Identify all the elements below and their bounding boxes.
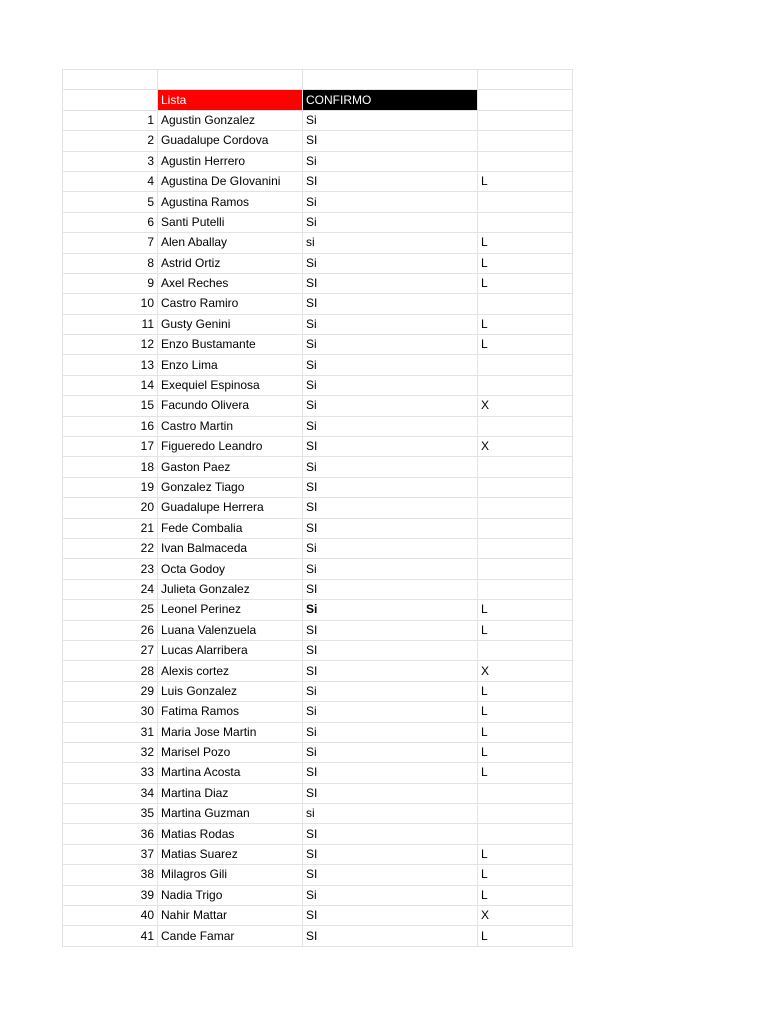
spreadsheet-table: [62, 69, 573, 947]
confirmo-cell[interactable]: Si: [303, 416, 478, 436]
mark-cell[interactable]: [478, 110, 573, 130]
row-number-cell[interactable]: 13: [63, 355, 158, 375]
row-number-cell[interactable]: 9: [63, 273, 158, 293]
row-number-cell[interactable]: 2: [63, 131, 158, 151]
row-number-cell[interactable]: 11: [63, 314, 158, 334]
mark-cell[interactable]: L: [478, 763, 573, 783]
row-number-cell[interactable]: 21: [63, 518, 158, 538]
confirmo-cell[interactable]: SI: [303, 926, 478, 946]
confirmo-cell[interactable]: Si: [303, 212, 478, 232]
confirmo-cell[interactable]: SI: [303, 294, 478, 314]
name-cell[interactable]: Agustina De GIovanini: [158, 171, 303, 191]
mark-cell[interactable]: [478, 294, 573, 314]
row-number-cell[interactable]: 14: [63, 375, 158, 395]
confirmo-cell[interactable]: SI: [303, 498, 478, 518]
name-cell[interactable]: Luis Gonzalez: [158, 681, 303, 701]
row-number-cell[interactable]: 15: [63, 396, 158, 416]
name-cell[interactable]: Agustin Gonzalez: [158, 110, 303, 130]
mark-cell[interactable]: [478, 538, 573, 558]
row-number-cell[interactable]: 31: [63, 722, 158, 742]
confirmo-cell[interactable]: SI: [303, 477, 478, 497]
confirmo-cell[interactable]: Si: [303, 681, 478, 701]
table-row: [63, 824, 573, 844]
mark-cell[interactable]: L: [478, 702, 573, 722]
mark-cell[interactable]: [478, 375, 573, 395]
mark-cell[interactable]: L: [478, 253, 573, 273]
name-cell[interactable]: Cande Famar: [158, 926, 303, 946]
name-cell[interactable]: Martina Guzman: [158, 804, 303, 824]
cell[interactable]: [63, 90, 158, 110]
table-row: [63, 763, 573, 783]
row-number-cell[interactable]: 25: [63, 600, 158, 620]
name-cell[interactable]: Martina Diaz: [158, 783, 303, 803]
confirmo-cell[interactable]: SI: [303, 640, 478, 660]
table-row: [63, 783, 573, 803]
cell[interactable]: [158, 70, 303, 90]
name-cell[interactable]: Alen Aballay: [158, 233, 303, 253]
table-row: [63, 906, 573, 926]
mark-cell[interactable]: [478, 640, 573, 660]
table-row: [63, 661, 573, 681]
name-cell[interactable]: Marisel Pozo: [158, 742, 303, 762]
name-cell[interactable]: Gusty Genini: [158, 314, 303, 334]
mark-cell[interactable]: L: [478, 600, 573, 620]
mark-cell[interactable]: [478, 151, 573, 171]
table-row: [63, 579, 573, 599]
row-number-cell[interactable]: 16: [63, 416, 158, 436]
mark-cell[interactable]: L: [478, 620, 573, 640]
row-number-cell[interactable]: 30: [63, 702, 158, 722]
mark-cell[interactable]: [478, 518, 573, 538]
table-row: [63, 335, 573, 355]
table-row: [63, 253, 573, 273]
name-cell[interactable]: Astrid Ortiz: [158, 253, 303, 273]
name-cell[interactable]: Gonzalez Tiago: [158, 477, 303, 497]
table-row: [63, 233, 573, 253]
mark-cell[interactable]: [478, 212, 573, 232]
row-number-cell[interactable]: 3: [63, 151, 158, 171]
confirmo-cell[interactable]: Si: [303, 600, 478, 620]
mark-cell[interactable]: L: [478, 314, 573, 334]
row-number-cell[interactable]: 7: [63, 233, 158, 253]
name-cell[interactable]: Enzo Lima: [158, 355, 303, 375]
confirmo-cell[interactable]: SI: [303, 171, 478, 191]
name-cell[interactable]: Castro Martin: [158, 416, 303, 436]
table-row: [63, 640, 573, 660]
name-cell[interactable]: Facundo Olivera: [158, 396, 303, 416]
row-number-cell[interactable]: 36: [63, 824, 158, 844]
table-row: [63, 375, 573, 395]
name-cell[interactable]: Octa Godoy: [158, 559, 303, 579]
header-confirmo-cell[interactable]: CONFIRMO: [303, 90, 478, 110]
confirmo-cell[interactable]: SI: [303, 131, 478, 151]
cell[interactable]: [478, 90, 573, 110]
mark-cell[interactable]: [478, 783, 573, 803]
confirmo-cell[interactable]: Si: [303, 375, 478, 395]
row-number-cell[interactable]: 29: [63, 681, 158, 701]
table-row: [63, 600, 573, 620]
mark-cell[interactable]: [478, 355, 573, 375]
table-row: [63, 355, 573, 375]
row-number-cell[interactable]: 22: [63, 538, 158, 558]
table-row: [63, 538, 573, 558]
row-number-cell[interactable]: 8: [63, 253, 158, 273]
mark-cell[interactable]: L: [478, 926, 573, 946]
row-number-cell[interactable]: 40: [63, 906, 158, 926]
mark-cell[interactable]: [478, 579, 573, 599]
confirmo-cell[interactable]: Si: [303, 742, 478, 762]
name-cell[interactable]: Santi Putelli: [158, 212, 303, 232]
mark-cell[interactable]: X: [478, 437, 573, 457]
confirmo-cell[interactable]: Si: [303, 538, 478, 558]
table-row: [63, 273, 573, 293]
table-row: [63, 559, 573, 579]
mark-cell[interactable]: L: [478, 742, 573, 762]
name-cell[interactable]: Milagros Gili: [158, 865, 303, 885]
name-cell[interactable]: Nadia Trigo: [158, 885, 303, 905]
name-cell[interactable]: Luana Valenzuela: [158, 620, 303, 640]
name-cell[interactable]: Matias Rodas: [158, 824, 303, 844]
name-cell[interactable]: Agustina Ramos: [158, 192, 303, 212]
table-row: [63, 171, 573, 191]
row-number-cell[interactable]: 41: [63, 926, 158, 946]
confirmo-cell[interactable]: Si: [303, 457, 478, 477]
mark-cell[interactable]: [478, 477, 573, 497]
table-row: [63, 804, 573, 824]
row-number-cell[interactable]: 34: [63, 783, 158, 803]
table-row: [63, 131, 573, 151]
mark-cell[interactable]: X: [478, 906, 573, 926]
name-cell[interactable]: Enzo Bustamante: [158, 335, 303, 355]
confirmo-cell[interactable]: SI: [303, 518, 478, 538]
table-row: [63, 702, 573, 722]
mark-cell[interactable]: [478, 192, 573, 212]
mark-cell[interactable]: L: [478, 171, 573, 191]
confirmo-cell[interactable]: Si: [303, 702, 478, 722]
mark-cell[interactable]: [478, 804, 573, 824]
row-number-cell[interactable]: 6: [63, 212, 158, 232]
name-cell[interactable]: Fatima Ramos: [158, 702, 303, 722]
row-number-cell[interactable]: 20: [63, 498, 158, 518]
mark-cell[interactable]: L: [478, 681, 573, 701]
table-row: [63, 416, 573, 436]
confirmo-cell[interactable]: SI: [303, 437, 478, 457]
row-number-cell[interactable]: 32: [63, 742, 158, 762]
mark-cell[interactable]: [478, 498, 573, 518]
row-number-cell[interactable]: 35: [63, 804, 158, 824]
name-cell[interactable]: Exequiel Espinosa: [158, 375, 303, 395]
confirmo-cell[interactable]: Si: [303, 885, 478, 905]
row-number-cell[interactable]: 17: [63, 437, 158, 457]
row-number-cell[interactable]: 23: [63, 559, 158, 579]
cell[interactable]: [478, 70, 573, 90]
table-row: [63, 742, 573, 762]
mark-cell[interactable]: L: [478, 273, 573, 293]
table-row: [63, 212, 573, 232]
row-number-cell[interactable]: 19: [63, 477, 158, 497]
name-cell[interactable]: Guadalupe Cordova: [158, 131, 303, 151]
mark-cell[interactable]: [478, 457, 573, 477]
confirmo-cell[interactable]: Si: [303, 110, 478, 130]
table-row: [63, 151, 573, 171]
confirmo-cell[interactable]: SI: [303, 661, 478, 681]
row-number-cell[interactable]: 5: [63, 192, 158, 212]
row-number-cell[interactable]: 28: [63, 661, 158, 681]
row-number-cell[interactable]: 26: [63, 620, 158, 640]
confirmo-cell[interactable]: si: [303, 804, 478, 824]
table-row: [63, 722, 573, 742]
table-row: [63, 437, 573, 457]
confirmo-cell[interactable]: Si: [303, 192, 478, 212]
mark-cell[interactable]: L: [478, 335, 573, 355]
mark-cell[interactable]: [478, 416, 573, 436]
name-cell[interactable]: Fede Combalia: [158, 518, 303, 538]
name-cell[interactable]: Maria Jose Martin: [158, 722, 303, 742]
table-row: [63, 620, 573, 640]
mark-cell[interactable]: L: [478, 885, 573, 905]
row-number-cell[interactable]: 10: [63, 294, 158, 314]
name-cell[interactable]: Leonel Perinez: [158, 600, 303, 620]
table-row: [63, 477, 573, 497]
table-row: [63, 865, 573, 885]
header-row: [63, 90, 573, 110]
name-cell[interactable]: Nahir Mattar: [158, 906, 303, 926]
mark-cell[interactable]: L: [478, 865, 573, 885]
mark-cell[interactable]: L: [478, 844, 573, 864]
mark-cell[interactable]: [478, 559, 573, 579]
name-cell[interactable]: Alexis cortez: [158, 661, 303, 681]
cell[interactable]: [63, 70, 158, 90]
blank-row: [63, 70, 573, 90]
table-row: [63, 110, 573, 130]
row-number-cell[interactable]: 27: [63, 640, 158, 660]
header-lista-cell[interactable]: Lista: [158, 90, 303, 110]
mark-cell[interactable]: X: [478, 396, 573, 416]
table-row: [63, 681, 573, 701]
mark-cell[interactable]: L: [478, 722, 573, 742]
row-number-cell[interactable]: 37: [63, 844, 158, 864]
name-cell[interactable]: Figueredo Leandro: [158, 437, 303, 457]
confirmo-cell[interactable]: Si: [303, 335, 478, 355]
name-cell[interactable]: Martina Acosta: [158, 763, 303, 783]
mark-cell[interactable]: L: [478, 233, 573, 253]
table-row: [63, 926, 573, 946]
row-number-cell[interactable]: 12: [63, 335, 158, 355]
confirmo-cell[interactable]: Si: [303, 253, 478, 273]
mark-cell[interactable]: X: [478, 661, 573, 681]
confirmo-cell[interactable]: SI: [303, 783, 478, 803]
table-row: [63, 192, 573, 212]
name-cell[interactable]: Ivan Balmaceda: [158, 538, 303, 558]
confirmo-cell[interactable]: SI: [303, 906, 478, 926]
table-row: [63, 457, 573, 477]
name-cell[interactable]: Guadalupe Herrera: [158, 498, 303, 518]
confirmo-cell[interactable]: SI: [303, 579, 478, 599]
confirmo-cell[interactable]: Si: [303, 355, 478, 375]
table-row: [63, 844, 573, 864]
confirmo-cell[interactable]: Si: [303, 396, 478, 416]
table-row: [63, 314, 573, 334]
table-row: [63, 294, 573, 314]
table-row: [63, 885, 573, 905]
confirmo-cell[interactable]: Si: [303, 559, 478, 579]
name-cell[interactable]: Lucas Alarribera: [158, 640, 303, 660]
row-number-cell[interactable]: 24: [63, 579, 158, 599]
mark-cell[interactable]: [478, 131, 573, 151]
name-cell[interactable]: Castro Ramiro: [158, 294, 303, 314]
confirmo-cell[interactable]: Si: [303, 314, 478, 334]
table-row: [63, 396, 573, 416]
confirmo-cell[interactable]: Si: [303, 151, 478, 171]
confirmo-cell[interactable]: SI: [303, 763, 478, 783]
name-cell[interactable]: Gaston Paez: [158, 457, 303, 477]
table-row: [63, 498, 573, 518]
name-cell[interactable]: Axel Reches: [158, 273, 303, 293]
confirmo-cell[interactable]: SI: [303, 865, 478, 885]
name-cell[interactable]: Julieta Gonzalez: [158, 579, 303, 599]
confirmo-cell[interactable]: Si: [303, 722, 478, 742]
confirmo-cell[interactable]: si: [303, 233, 478, 253]
row-number-cell[interactable]: 33: [63, 763, 158, 783]
spreadsheet-body: [63, 70, 573, 947]
row-number-cell[interactable]: 38: [63, 865, 158, 885]
row-number-cell[interactable]: 18: [63, 457, 158, 477]
row-number-cell[interactable]: 39: [63, 885, 158, 905]
mark-cell[interactable]: [478, 824, 573, 844]
cell[interactable]: [303, 70, 478, 90]
row-number-cell[interactable]: 1: [63, 110, 158, 130]
table-row: [63, 518, 573, 538]
row-number-cell[interactable]: 4: [63, 171, 158, 191]
confirmo-cell[interactable]: SI: [303, 273, 478, 293]
name-cell[interactable]: Agustin Herrero: [158, 151, 303, 171]
confirmo-cell[interactable]: SI: [303, 824, 478, 844]
confirmo-cell[interactable]: SI: [303, 844, 478, 864]
confirmo-cell[interactable]: SI: [303, 620, 478, 640]
name-cell[interactable]: Matias Suarez: [158, 844, 303, 864]
